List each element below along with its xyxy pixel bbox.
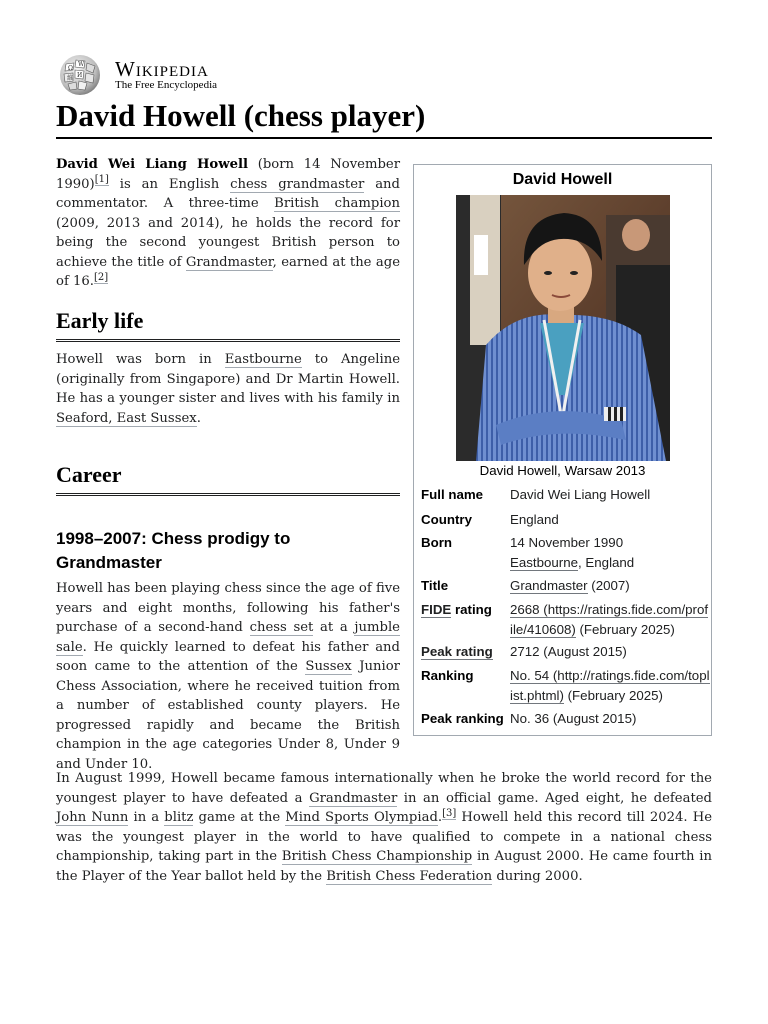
british-chess-federation-link[interactable]: British Chess Federation [326, 868, 493, 884]
ranking-label: Ranking [421, 668, 474, 683]
sussex-link[interactable]: Sussex [305, 659, 352, 674]
svg-text:И: И [77, 72, 83, 79]
john-nunn-link[interactable]: John Nunn [56, 810, 129, 825]
peak-ranking-label: Peak ranking [421, 711, 504, 726]
title-value: Grandmaster (2007) [510, 578, 630, 593]
born-place-link[interactable]: Eastbourne [510, 555, 579, 570]
jumble-sale-link[interactable]: jumble sale [56, 620, 400, 655]
career-paragraph-1: Howell has been playing chess since the age of five years and eight months, following his father's purchase of a second-hand chess set at a jumble sale. He quickly learned to defeat his father and soon came to the attention of the Sussex Junior Chess Association, where he received tuition from a number of established county players. He progressed rapidly and became the British champion in the age categories Under 8, Under 9 and Under 10. [56, 581, 400, 772]
wikipedia-globe-icon [56, 54, 104, 96]
peak-rating-value: 2712 (August 2015) [510, 644, 627, 659]
lead-paragraph: David Wei Liang Howell (born 14 November 1990)[1] is an English chess grandmaster and commentator. A three-time British champion (2009, 2013 and 2014), he holds the record for being the second youngest British person to achieve the title of Grandmaster, earned at the age of 16.[2] [56, 157, 400, 289]
player-photo-graphic [456, 195, 670, 461]
svg-text:維: 維 [67, 75, 74, 82]
seaford-link[interactable]: Seaford, East Sussex [56, 410, 197, 426]
wikipedia-tagline: The Free Encyclopedia [115, 79, 218, 91]
country-label: Country [421, 512, 472, 527]
reference-3-link[interactable]: [3] [442, 807, 457, 819]
reference-1-link[interactable]: [1] [94, 174, 109, 186]
fide-rating-label: FIDE rating [421, 602, 492, 617]
peak-rating-label [421, 642, 493, 662]
wikipedia-logo[interactable] [56, 54, 256, 94]
eastbourne-link[interactable]: Eastbourne [224, 352, 302, 367]
infobox-caption: David Howell [512, 171, 613, 188]
born-value: 14 November 1990 Eastbourne, England [510, 535, 635, 570]
early-life-heading: Early life [56, 307, 400, 342]
full-name-label: Full name [421, 487, 484, 502]
fide-rating-link[interactable]: 2668 (https://ratings.fide.com/profile/410608) [510, 602, 709, 637]
grandmaster-link-2[interactable]: Grandmaster [309, 790, 398, 806]
reference-2-link[interactable]: [2] [94, 271, 109, 283]
career-paragraph-2: In August 1999, Howell became famous internationally when he broke the world record for the youngest player to have defeated a Grandmaster in an official game. Aged eight, he defeated John Nunn in a blitz game at the Mind Sports Olympiad.[3] Howell held this record till 2024. He was the youngest player in the world to have qualified to compete in a national chess championship, taking part in the British Chess Championship in August 2000. He came fourth in the Player of the Year ballot held by the British Chess Federation during 2000. [56, 771, 713, 884]
blitz-link[interactable]: blitz [164, 810, 194, 825]
british-chess-championship-link[interactable]: British Chess Championship [281, 849, 473, 864]
peak-ranking-value: No. 36 (August 2015) [510, 711, 637, 726]
career-heading: Career [56, 461, 400, 496]
country-value: England [510, 512, 559, 527]
born-label: Born [421, 535, 453, 550]
mind-sports-olympiad-link[interactable]: Mind Sports Olympiad [285, 810, 438, 825]
ranking-value: No. 54 (http://ratings.fide.com/toplist.phtml) (February 2025) [510, 668, 710, 703]
infobox-image-caption: David Howell, Warsaw 2013 [479, 463, 646, 478]
grandmaster-link[interactable]: Grandmaster [185, 254, 273, 270]
lead-name: David Wei Liang Howell [56, 157, 248, 172]
fide-rating-value: 2668 (https://ratings.fide.com/profile/410608) (February 2025) [510, 602, 709, 637]
chess-grandmaster-link[interactable]: chess grandmaster [230, 176, 365, 192]
title-grandmaster-link[interactable]: Grandmaster [510, 578, 588, 593]
player-photo[interactable] [456, 195, 670, 461]
early-life-paragraph: Howell was born in Eastbourne to Angeline (originally from Singapore) and Dr Martin Howell. He has a younger sister and lives with his family in Seaford, East Sussex. [56, 352, 400, 426]
chess-set-link[interactable]: chess set [249, 620, 314, 635]
full-name-value: David Wei Liang Howell [510, 487, 651, 502]
title-label: Title [421, 578, 449, 593]
page-title: David Howell (chess player) [56, 96, 712, 139]
fide-link[interactable]: FIDE [421, 602, 452, 617]
svg-text:Ω: Ω [68, 65, 73, 72]
svg-text:W: W [78, 61, 85, 68]
wikipedia-wordmark: Wikipedia [115, 57, 209, 81]
ranking-link[interactable]: No. 54 (http://ratings.fide.com/toplist.phtml) [510, 668, 710, 703]
infobox [413, 164, 712, 736]
british-champion-link[interactable]: British champion [274, 196, 400, 211]
peak-rating-link[interactable]: Peak rating [421, 644, 493, 659]
career-subheading: 1998–2007: Chess prodigy to Grandmaster [56, 529, 291, 572]
